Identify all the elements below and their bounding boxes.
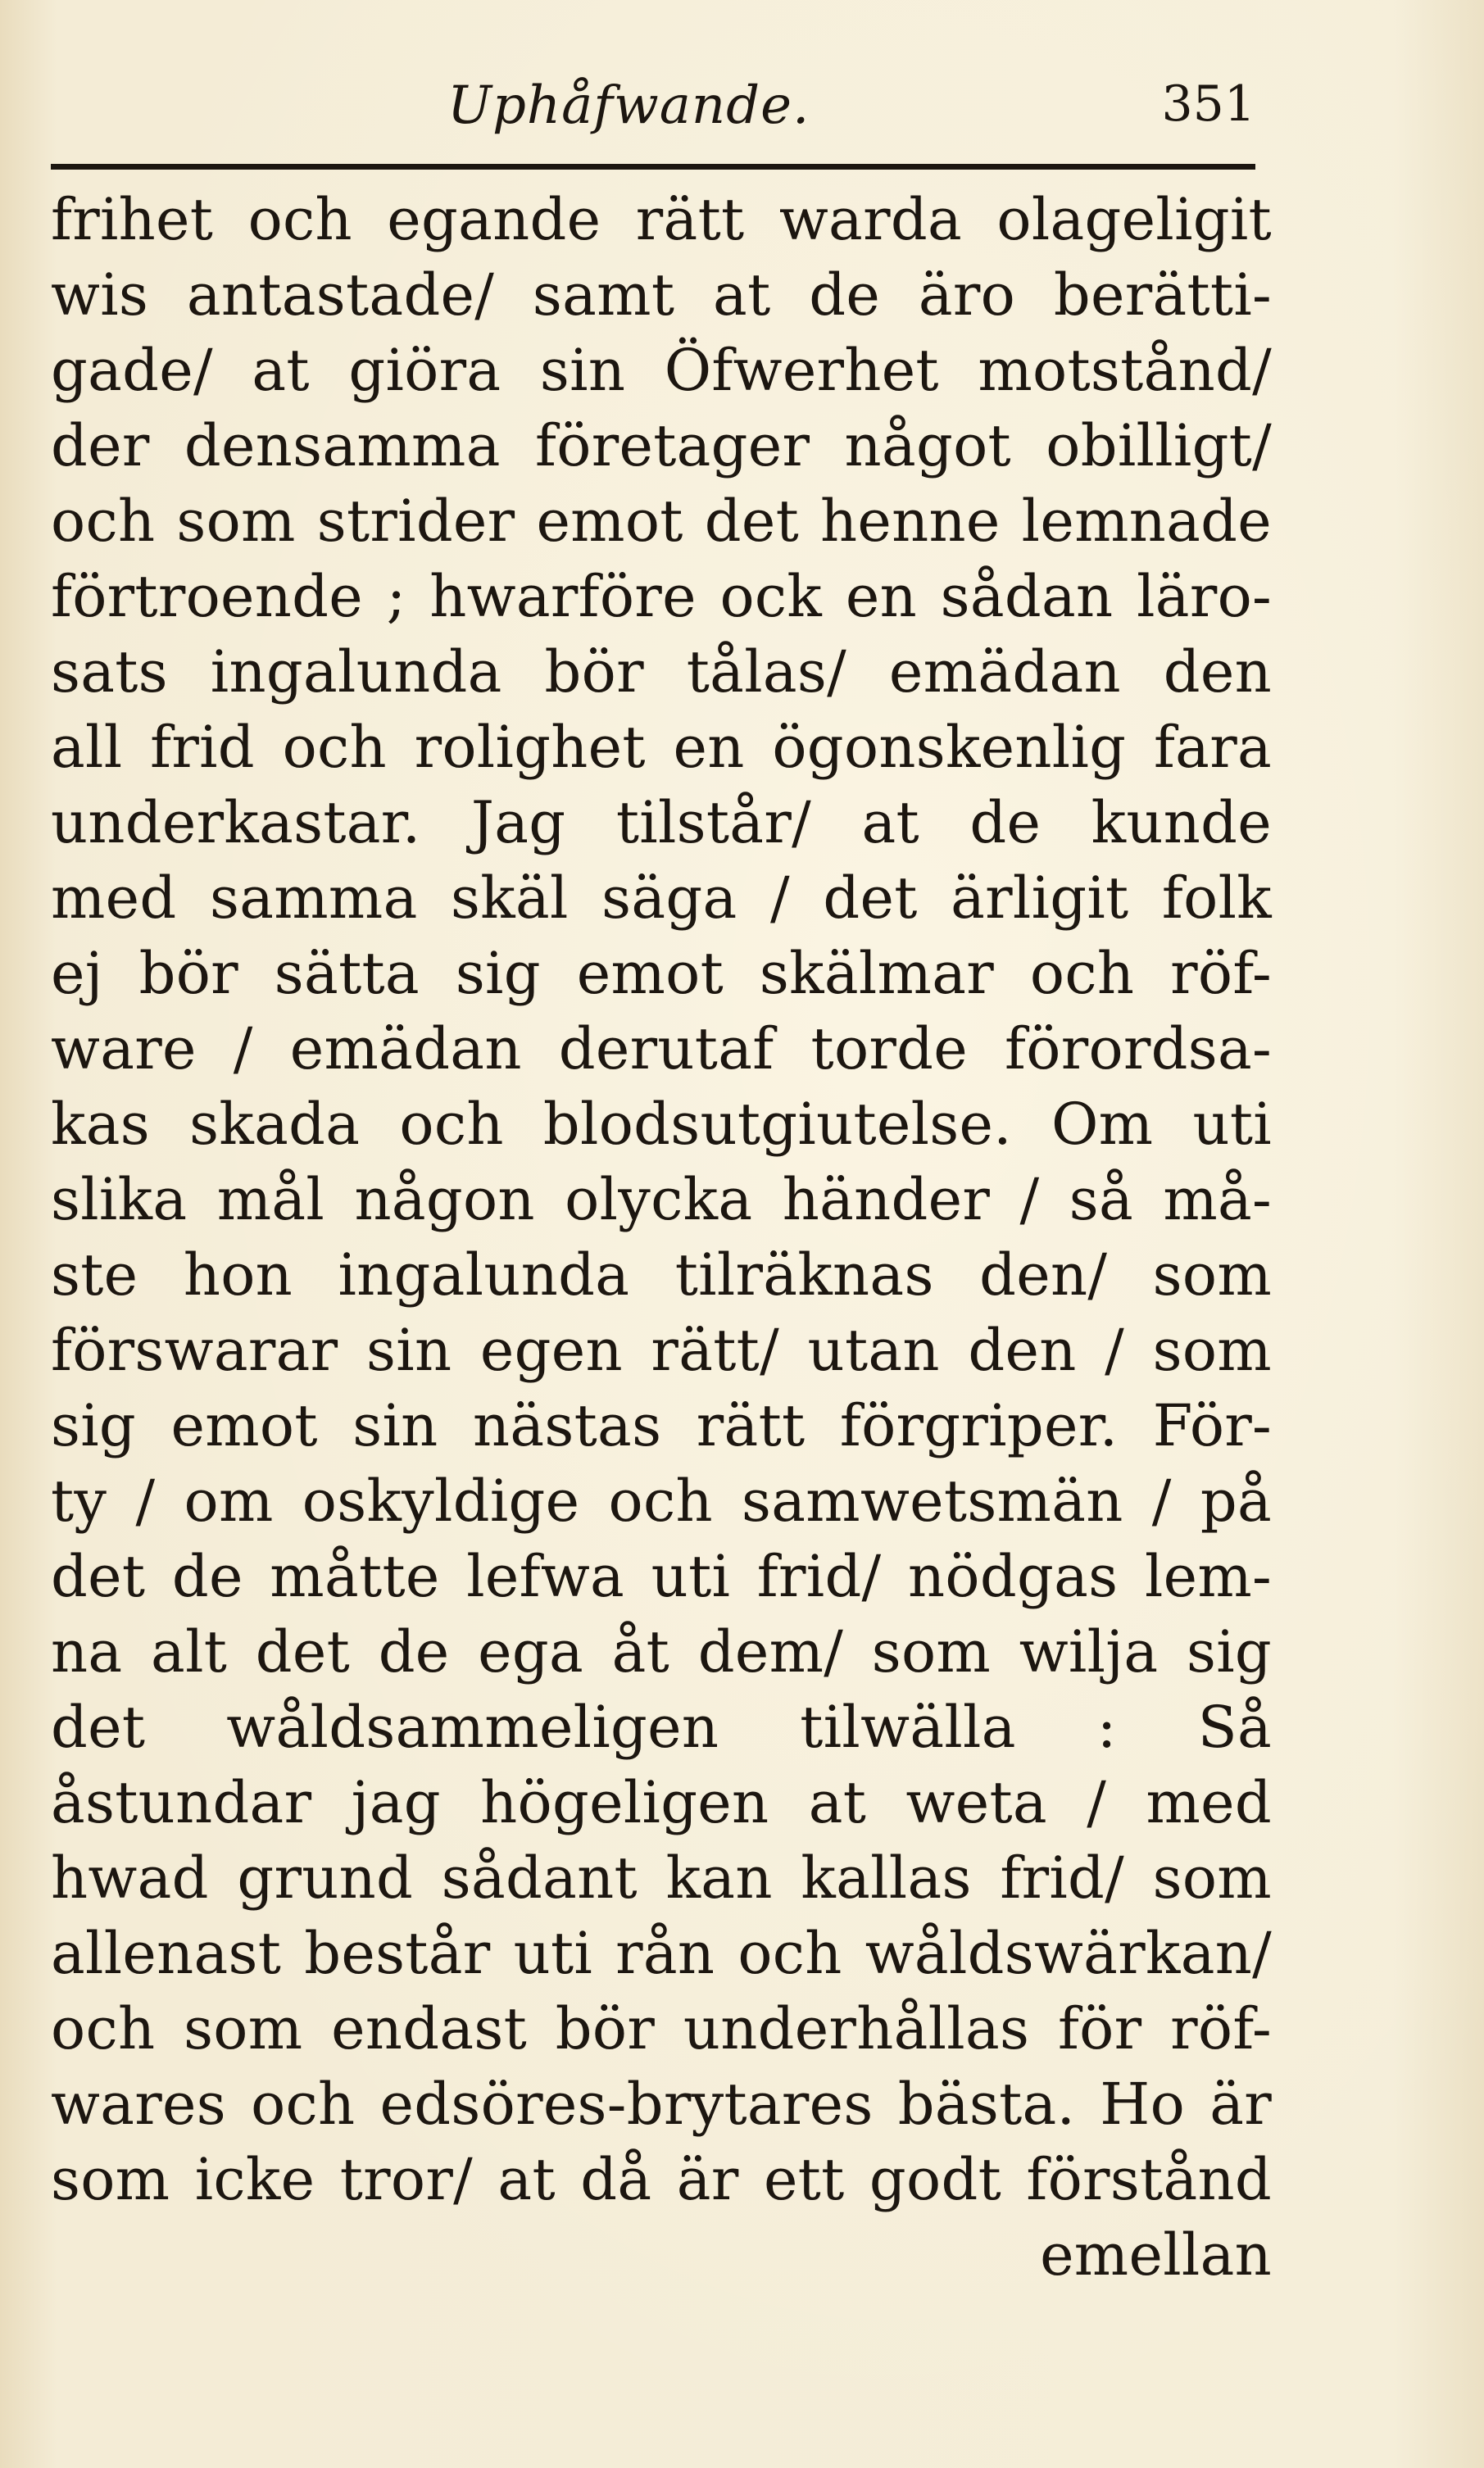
header-rule <box>51 164 1255 170</box>
text-line: wares och edsöres-brytares bästa. Ho är <box>51 2071 1272 2138</box>
text-line: frihet och egande rätt warda olageligit <box>51 186 1272 253</box>
text-line: åstundar jag högeligen at weta / med <box>51 1769 1272 1836</box>
text-line: som icke tror/ at då är ett godt förstånd <box>51 2146 1272 2213</box>
text-line: gade/ at giöra sin Öfwerhet motstånd/ <box>51 337 1272 404</box>
text-line: wis antastade/ samt at de äro berätti- <box>51 261 1272 329</box>
text-line: der densamma företager något obilligt/ <box>51 412 1272 479</box>
text-line: kas skada och blodsutgiutelse. Om uti <box>51 1091 1272 1158</box>
text-line: det wåldsammeligen tilwälla : Så <box>51 1694 1272 1761</box>
text-line: all frid och rolighet en ögonskenlig fara <box>51 714 1272 781</box>
text-line: hwad grund sådant kan kallas frid/ som <box>51 1844 1272 1912</box>
text-line: underkastar. Jag tilstår/ at de kunde <box>51 789 1272 856</box>
body-text <box>51 182 1272 2293</box>
page-number: 351 <box>1161 75 1255 133</box>
text-line: na alt det de ega åt dem/ som wilja sig <box>51 1618 1272 1685</box>
text-line: sig emot sin nästas rätt förgriper. För- <box>51 1392 1272 1459</box>
text-line: slika mål någon olycka händer / så må- <box>51 1166 1272 1233</box>
page-header <box>46 75 1255 157</box>
text-line: ste hon ingalunda tilräknas den/ som <box>51 1241 1272 1309</box>
text-line: allenast består uti rån och wåldswärkan/ <box>51 1920 1272 1987</box>
text-line: och som endast bör underhållas för röf- <box>51 1995 1272 2062</box>
running-head: Uphåfwande. <box>447 75 810 136</box>
text-line: och som strider emot det henne lemnade <box>51 488 1272 555</box>
text-line: förtroende ; hwarföre ock en sådan läro- <box>51 563 1272 630</box>
text-line: med samma skäl säga / det ärligit folk <box>51 864 1272 932</box>
text-line: ej bör sätta sig emot skälmar och röf- <box>51 940 1272 1007</box>
catchword: emellan <box>1040 2221 1272 2289</box>
text-line: förswarar sin egen rätt/ utan den / som <box>51 1317 1272 1384</box>
text-line: det de måtte lefwa uti frid/ nödgas lem- <box>51 1543 1272 1610</box>
text-line: sats ingalunda bör tålas/ emädan den <box>51 638 1272 705</box>
text-line: ware / emädan derutaf torde förordsa- <box>51 1015 1272 1082</box>
text-line: ty / om oskyldige och samwetsmän / på <box>51 1468 1272 1535</box>
